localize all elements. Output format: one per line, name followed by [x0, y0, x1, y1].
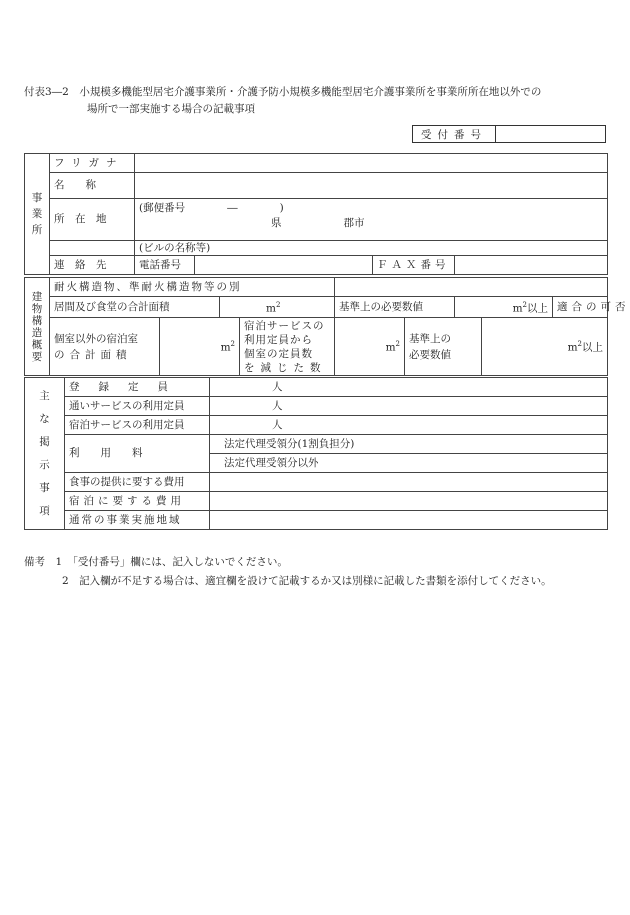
fee-other-field[interactable]: 法定代理受領分以外 — [210, 454, 608, 473]
service-area-field[interactable] — [210, 511, 608, 530]
stay-service-capacity-label: 宿泊サービスの利用定員 — [65, 416, 210, 435]
meal-cost-label: 食事の提供に要する費用 — [65, 473, 210, 492]
registered-capacity-label: 登録定員 — [65, 378, 210, 397]
lodging-cost-label: 宿泊に要する費用 — [65, 492, 210, 511]
main-items-section-label: 主 な 掲 示 事 項 — [25, 378, 65, 530]
remark-2: 2 記入欄が不足する場合は、適宜欄を設けて記載するか又は別様に記載した書類を添付してください。 — [62, 575, 552, 587]
fax-field[interactable] — [455, 256, 608, 275]
required-value-label: 基準上の必要数値 — [335, 297, 455, 318]
remarks — [24, 553, 614, 591]
contact-label: 連 絡 先 — [50, 256, 135, 275]
fee-proxy-field[interactable]: 法定代理受領分(1割負担分) — [210, 435, 608, 454]
reception-number-box — [412, 125, 606, 143]
day-service-capacity-label: 通いサービスの利用定員 — [65, 397, 210, 416]
furigana-label: フリガナ — [50, 154, 135, 173]
living-dining-area-field[interactable]: $m^2$ — [220, 297, 335, 318]
furigana-field[interactable] — [135, 154, 608, 173]
address-field[interactable] — [135, 199, 608, 241]
remark-1: 備考 1 「受付番号」欄には、記入しないでください。 — [24, 556, 288, 568]
county-city-text: 郡市 — [343, 217, 365, 229]
postal-code-text: (郵便番号 ― ) — [139, 202, 284, 214]
title-line-2: 場所で一部実施する場合の記載事項 — [87, 103, 255, 115]
address-label: 所 在 地 — [50, 199, 135, 241]
required-value-field[interactable]: $m^2$以上 — [455, 297, 553, 318]
building-name-field[interactable]: (ビルの名称等) — [135, 241, 608, 256]
suitability-label: 適合の可否 — [553, 297, 608, 318]
stay-capacity-label: 宿泊サービスの 利用定員から 個室の定員数 を減じた数 — [240, 318, 335, 376]
reception-number-label: 受付番号 — [413, 126, 496, 142]
building-table — [24, 277, 630, 376]
name-label: 名 称 — [50, 173, 135, 199]
non-private-room-area-field[interactable]: $m^2$ — [160, 318, 240, 376]
required-value-2-field[interactable]: $m^2$以上 — [482, 318, 608, 376]
reception-number-field[interactable] — [496, 126, 605, 142]
lodging-cost-field[interactable] — [210, 492, 608, 511]
stay-service-capacity-field[interactable]: 人 — [210, 416, 608, 435]
phone-label: 電話番号 — [135, 256, 195, 275]
name-field[interactable] — [135, 173, 608, 199]
office-section-label: 事 業 所 — [25, 154, 50, 275]
title-line-1: 付表3―2 小規模多機能型居宅介護事業所・介護予防小規模多機能型居宅介護事業所を事業所所在地以外での — [24, 86, 542, 98]
registered-capacity-field[interactable]: 人 — [210, 378, 608, 397]
day-service-capacity-field[interactable]: 人 — [210, 397, 608, 416]
non-private-room-area-label: 個室以外の宿泊室 の合計面積 — [50, 318, 160, 376]
fee-label: 利 用 料 — [65, 435, 210, 473]
main-items-table — [24, 377, 608, 530]
fireproof-field[interactable] — [335, 278, 608, 297]
living-dining-area-label: 居間及び食堂の合計面積 — [50, 297, 220, 318]
form-title — [24, 84, 614, 118]
stay-capacity-field[interactable]: $m^2$ — [335, 318, 405, 376]
fireproof-label: 耐火構造物、準耐火構造物等の別 — [50, 278, 335, 297]
service-area-label: 通常の事業実施地域 — [65, 511, 210, 530]
office-table — [24, 153, 608, 275]
prefecture-text: 県 — [271, 217, 282, 229]
required-value-2-label: 基準上の 必要数値 — [405, 318, 482, 376]
fax-label: ＦＡＸ番号 — [373, 256, 455, 275]
building-section-label: 建 物 構 造 概 要 — [25, 278, 50, 376]
phone-field[interactable] — [195, 256, 373, 275]
meal-cost-field[interactable] — [210, 473, 608, 492]
